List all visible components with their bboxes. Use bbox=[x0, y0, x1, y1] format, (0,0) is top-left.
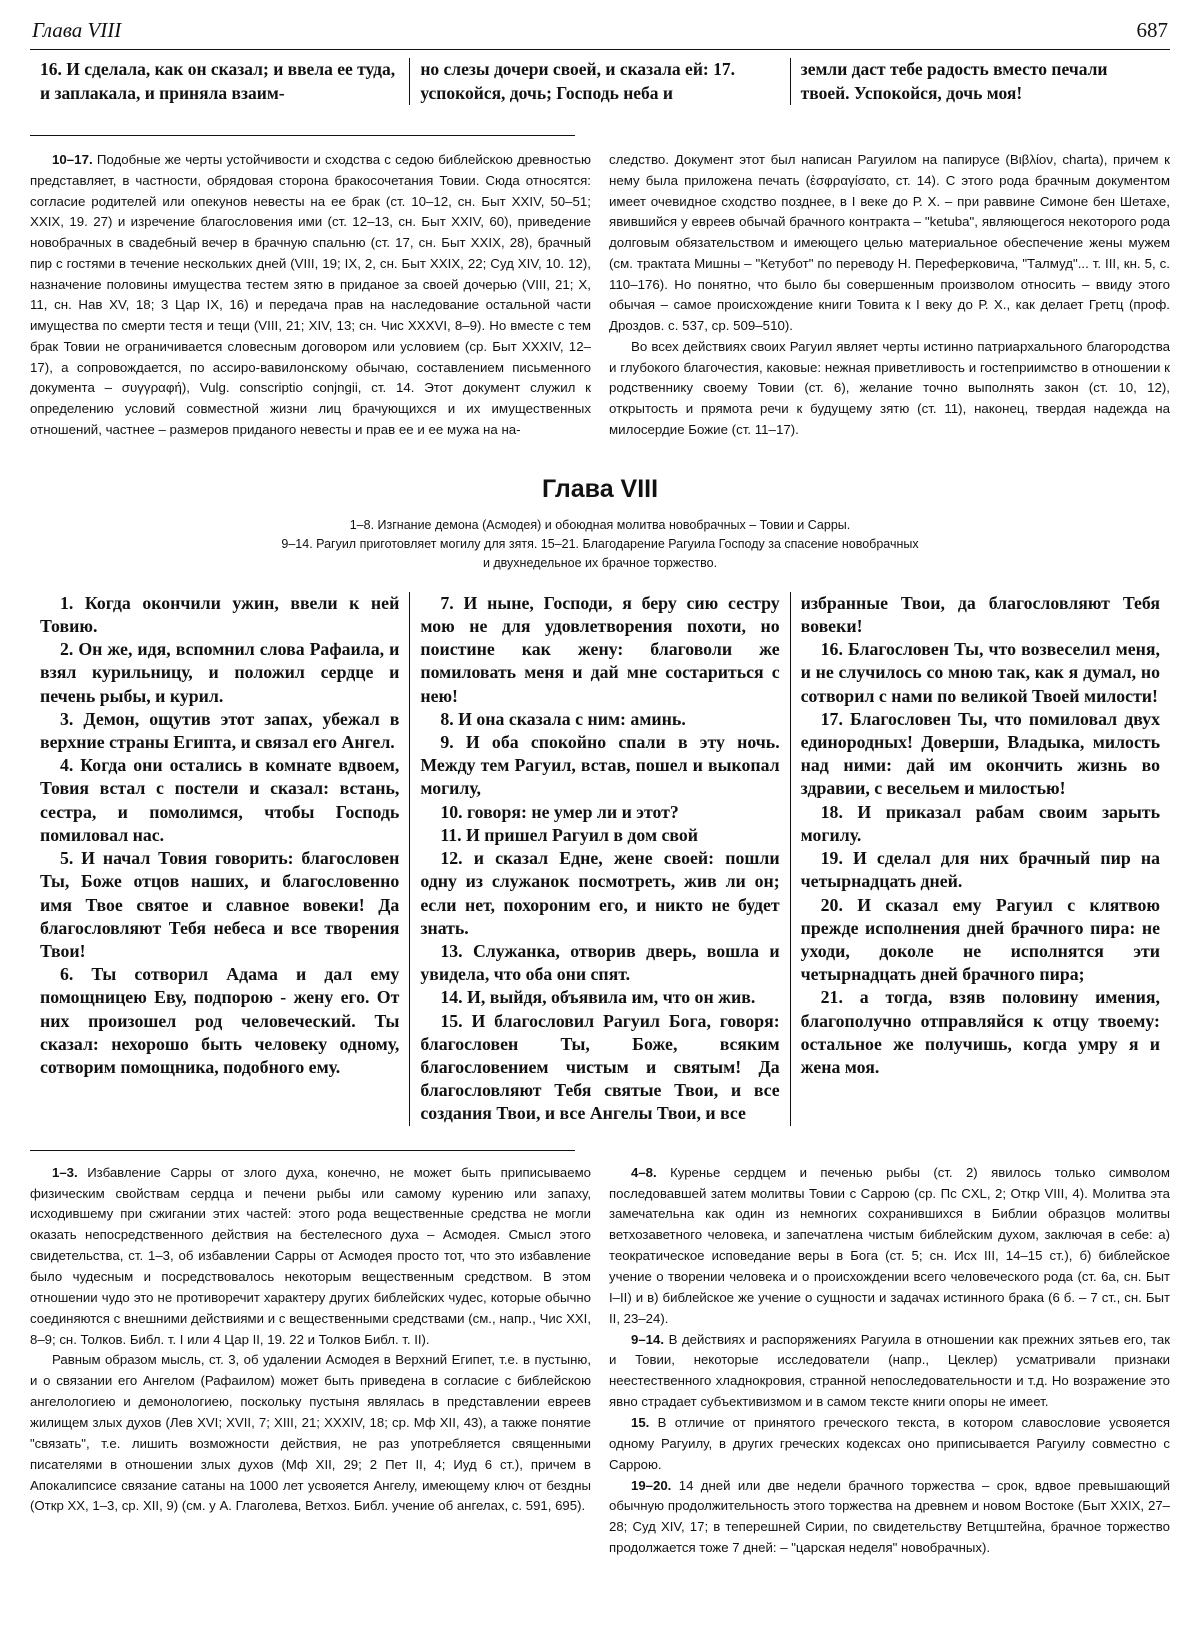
chapter-title: Глава VIII bbox=[541, 474, 659, 503]
verse-column-2 bbox=[409, 592, 789, 1126]
commentary-bottom-left bbox=[30, 1163, 591, 1559]
top-verses bbox=[30, 58, 1170, 105]
verse: избранные Твои, да благословляют Тебя вовеки! bbox=[800, 592, 1160, 636]
commentary-paragraph bbox=[609, 1476, 1170, 1559]
commentary-paragraph bbox=[609, 1163, 1170, 1330]
commentary-text: следство. Документ этот был написан Рагуилом на папирусе (Βιβλίον, charta), причем к нему была приложена печать (ἐσφραγίσατο, ст. 14). С этого рода брачным документом имеет очевидное сходство позднее, в I веке до Р. Х. – при раввине Симоне бен Шетахе, явившийся у евреев обычай брачного контракта – "ketuba", являющегося некоторого рода долговым обязательством и имеющего целью материальное обеспечение жены мужем (см. трактата Мишны – "Кетубот" по переводу Н. Переферковича, "Талмуд"... т. III, кн. 5, с. 110–176). Но понятно, что было бы совершенным произволом относить – ввиду этого обычая – самое происхождение книги Товита к I веку до Р. Х., как делает Гретц (проф. Дроздов. с. 537, ср. 509–510). bbox=[609, 152, 1170, 334]
top-verse-col-2: но слезы дочери своей, и сказала ей: 17. успокойся, дочь; Господь неба и bbox=[420, 59, 735, 103]
verse: 5. И начал Товия говорить: благословен Ты, Боже отцов наших, и благословенно имя Твое святое и славное вовеки! Да благословляют Тебя небеса и все творения Твои! bbox=[40, 848, 400, 961]
verse-column-1 bbox=[30, 592, 409, 1126]
verse: 10. говоря: не умер ли и этот? bbox=[440, 801, 679, 822]
verse: 15. И благословил Рагуил Бога, говоря: благословен Ты, Боже, всяким благословением чистым и святым! Да благословляют Тебя святые Твои, и все создания Твои, и все Ангелы Твои, и все bbox=[420, 1010, 780, 1124]
commentary-ref: 9–14. bbox=[631, 1331, 665, 1347]
commentary-text: В отличие от принятого греческого текста, в котором славословие усвояется одному Рагуилу, в других греческих кодексах оно приписывается Рагуилу совместно с Саррою. bbox=[609, 1415, 1170, 1472]
commentary-paragraph bbox=[30, 150, 591, 440]
verse: 9. И оба спокойно спали в эту ночь. Между тем Рагуил, встав, пошел и выкопал могилу, bbox=[420, 731, 780, 799]
commentary-bottom bbox=[30, 1163, 1170, 1559]
header-chapter: Глава VIII bbox=[32, 18, 122, 42]
verse: 4. Когда они остались в комнате вдвоем, Товия встал с постели и сказал: встань, сестра, и помолимся, чтобы Господь помиловал нас. bbox=[40, 755, 400, 845]
commentary-text: 14 дней или две недели брачного торжества – срок, вдвое превышающий обычную продолжительность этого торжества на древнем и новом Востоке (Быт XXIX, 27–28; Суд XIV, 17; в теперешней Сирии, по свидетельству Ветцштейна, брачное торжество продолжается тоже 7 дней: – "царская неделя" новобрачных). bbox=[609, 1477, 1170, 1556]
header-rule bbox=[30, 49, 1170, 50]
commentary-top-right bbox=[609, 150, 1170, 440]
commentary-text: Подобные же черты устойчивости и сходства с седою библейскою древностью представляет, в частности, обрядовая сторона бракосочетания Товии. Сюда относятся: согласие родителей или опекунов невесты на ее брак (ст. 10–12, сн. Быт XXIV, 50–51; XXIX, 19. 27) и изречение благословения ими (ст. 12–13, сн. Быт XXIV, 60), приведение новобрачных в свадебный вечер в брачную спальню (ст. 17, сн. Быт XXIX, 28), брачный пир с гостями в течение нескольких дней (VIII, 19; IX, 2, сн. Быт XXIX, 22; Суд XIV, 10. 12), назначение половины имущества тестем зятю в приданое за своей дочерью (VIII, 21; X, 11, сн. Нав XV, 18; 3 Цар IX, 16) и передача прав на наследование остальной части имущества по смерти тестя и тещи (VIII, 21; XIV, 13; сн. Чис XXXVI, 8–9). Но вместе с тем брак Товии не ограничивается словесным договором или условием (ср. Быт XXXIV, 12–17), а сопровождается, по ассиро-вавилонскому обычаю, составлением письменного документа – συγγραφή), Vulg. conscriptio conjngii, ст. 14. Этот документ служил к определению условий совместной жизни лиц брачующихся и их имущественных отношений, частнее – размеров приданого невесты и прав ее и ее мужа на на- bbox=[30, 152, 591, 437]
verse: 11. И пришел Рагуил в дом свой bbox=[440, 824, 699, 845]
verse: 20. И сказал ему Рагуил с клятвою прежде исполнения дней брачного пира: не уходи, доколе не исполнятся эти четырнадцать дней брачного пира; bbox=[800, 894, 1160, 985]
commentary-paragraph bbox=[609, 1413, 1170, 1476]
page-number: 687 bbox=[1136, 18, 1168, 42]
verse: 2. Он же, идя, вспомнил слова Рафаила, и взял курильницу, и положил сердце и печень рыбы, и курил. bbox=[40, 639, 400, 706]
commentary-ref: 4–8. bbox=[631, 1164, 657, 1180]
commentary-paragraph bbox=[609, 1330, 1170, 1413]
commentary-paragraph bbox=[30, 1350, 591, 1517]
commentary-text: Избавление Сарры от злого духа, конечно, не может быть приписываемо физическим свойствам сердца и печени рыбы или самому курению или запаху, исходившему при сжигании этих частей: этого рода вещественные средства не могли оказать непосредственного действия на бестелесного духа – Асмодея. Смысл этого свидетельства, ст. 1–3, об избавлении Сарры от Асмодея просто тот, что это избавление было чудесным и посредствовалось некоторым вещественным средством. В этом отношении чудо это не противоречит характеру других библейских чудес, которые обычно соединяются с внешними действиями и с вещественными средствами (см., напр., Чис XXI, 8–9; сн. Толков. Библ. т. I или 4 Цар II, 19. 22 и Толков Библ. т. II). bbox=[30, 1164, 591, 1347]
verse-column-3 bbox=[790, 592, 1170, 1126]
commentary-rule bbox=[30, 135, 575, 136]
verse: 7. И ныне, Господи, я беру сию сестру мою не для удовлетворения похоти, но поистине как жену: благоволи же помиловать меня и дай мне состариться с нею! bbox=[420, 592, 780, 706]
chapter-summary bbox=[30, 516, 1170, 574]
commentary-text: Во всех действиях своих Рагуил являет черты истинно патриархального благородства и глубокого благочестия, каковые: нежная приветливость и гостеприимство в отношении к родственнику своему Товии (ст. 6), желание точно выполнять закон (ст. 10, 12), открытость и прямота речи к будущему зятю (ст. 11), наконец, твердая надежда на милосердие Божие (ст. 11–17). bbox=[609, 338, 1170, 437]
running-header bbox=[30, 18, 1170, 49]
commentary-text: Равным образом мысль, ст. 3, об удалении Асмодея в Верхний Египет, т.е. в пустыню, и о связании его Ангелом (Рафаилом) может быть приведена в согласие с библейскою ангелологиею и демонологиею, поскольку пустыня являлась в представлении евреев жилищем злых духов (Лев XVI; XVII, 7; XIII, 21; XXXIV, 18; ср. Мф XII, 43), а также понятие "связать", т.е. лишить возможности действия, не раз употребляется священными писателями в отношении злых духов (Мф XII, 29; 2 Пет II, 4; Иуд 6 ст.), причем в Апокалипсисе связание сатаны на 1000 лет усвояется Ангелу, имеющему ключ от бездны (Откр XX, 1–3, ср. XII, 9) (см. у А. Глаголева, Ветхоз. Библ. учение об ангелах, с. 591, 695). bbox=[30, 1352, 591, 1514]
verse: 12. и сказал Едне, жене своей: пошли одну из служанок посмотреть, жив ли он; если нет, похороним его, и никто не будет знать. bbox=[420, 848, 780, 938]
commentary-paragraph bbox=[30, 1163, 591, 1351]
book-page bbox=[30, 18, 1170, 1559]
verses bbox=[30, 592, 1170, 1126]
commentary-bottom-right bbox=[609, 1163, 1170, 1559]
summary-line: и двухнедельное их брачное торжество. bbox=[482, 556, 718, 571]
verse: 16. Благословен Ты, что возвеселил меня, и не случилось со мною так, как я думал, но сотворил с нами по великой Твоей милости! bbox=[800, 639, 1160, 706]
summary-line: 9–14. Рагуил приготовляет могилу для зятя. 15–21. Благодарение Рагуила Господу за спасение новобрачных bbox=[281, 536, 919, 551]
verse: 3. Демон, ощутив этот запах, убежал в верхние страны Египта, и связал его Ангел. bbox=[40, 708, 400, 752]
verse: 19. И сделал для них брачный пир на четырнадцать дней. bbox=[800, 848, 1160, 892]
commentary-paragraph bbox=[609, 337, 1170, 441]
summary-line: 1–8. Изгнание демона (Асмодея) и обоюдная молитва новобрачных – Товии и Сарры. bbox=[349, 517, 851, 532]
top-verse-col-1: 16. И сделала, как он сказал; и ввела ее туда, и заплакала, и приняла взаим- bbox=[40, 59, 396, 103]
verse: 21. а тогда, взяв половину имения, благополучно отправляйся к отцу твоему: остальное же получишь, когда умру я и жена моя. bbox=[800, 987, 1160, 1078]
commentary-ref: 15. bbox=[631, 1415, 650, 1430]
commentary-text: В действиях и распоряжениях Рагуила в отношении как прежних зятьев его, так и Товии, некоторые исследователи (напр., Цеклер) усматривали признаки неестественного хладнокровия, странной непоследовательности и т.д. Но возражение это явно страдает субъективизмом и в самом тексте книги опоры не имеет. bbox=[609, 1331, 1170, 1410]
top-verse-col-3: земли даст тебе радость вместо печали твоей. Успокойся, дочь моя! bbox=[800, 59, 1108, 103]
verse: 17. Благословен Ты, что помиловал двух единородных! Доверши, Владыка, милость над ними: дай им окончить жизнь во здравии, с весельем и милостью! bbox=[800, 708, 1160, 799]
verse: 18. И приказал рабам своим зарыть могилу. bbox=[800, 801, 1160, 845]
commentary-top-left bbox=[30, 150, 591, 440]
commentary-top bbox=[30, 150, 1170, 440]
verse: 13. Служанка, отворив дверь, вошла и увидела, что оба они спят. bbox=[420, 940, 780, 985]
commentary-ref: 19–20. bbox=[631, 1477, 672, 1493]
commentary-ref: 10–17. bbox=[52, 152, 93, 168]
verse: 8. И она сказала с ним: аминь. bbox=[440, 708, 686, 729]
verse: 1. Когда окончили ужин, ввели к ней Товию. bbox=[40, 592, 400, 636]
commentary-ref: 1–3. bbox=[52, 1164, 78, 1180]
commentary-paragraph bbox=[609, 150, 1170, 337]
commentary-rule bbox=[30, 1150, 575, 1151]
commentary-text: Куренье сердцем и печенью рыбы (ст. 2) явилось только символом последовавшей затем молитвы Товии с Саррою (ср. Пс CXL, 2; Откр VIII, 4). Молитва эта замечательна как один из немногих сохранившихся в Библии образцов молитвы ветхозаветного человека, и запечатлена чистым библейским духом, заключая в себе: а) теократическое исповедание веры в Бога (ст. 5; сн. Исх III, 14–15 ст.), б) библейское учение о творении человека и о происхождении всего человеческого рода (ст. 6а, сн. Быт I–II) и в) библейское же учение о сущности и задачах истинного брака (6 б. – 7 ст., сн. Быт II, 23–24). bbox=[609, 1164, 1170, 1326]
verse: 6. Ты сотворил Адама и дал ему помощницею Еву, подпорою - жену его. От них произошел род человеческий. Ты сказал: нехорошо быть человеку одному, сотворим помощника, подобного ему. bbox=[40, 964, 400, 1078]
verse: 14. И, выйдя, объявила им, что он жив. bbox=[440, 987, 756, 1008]
